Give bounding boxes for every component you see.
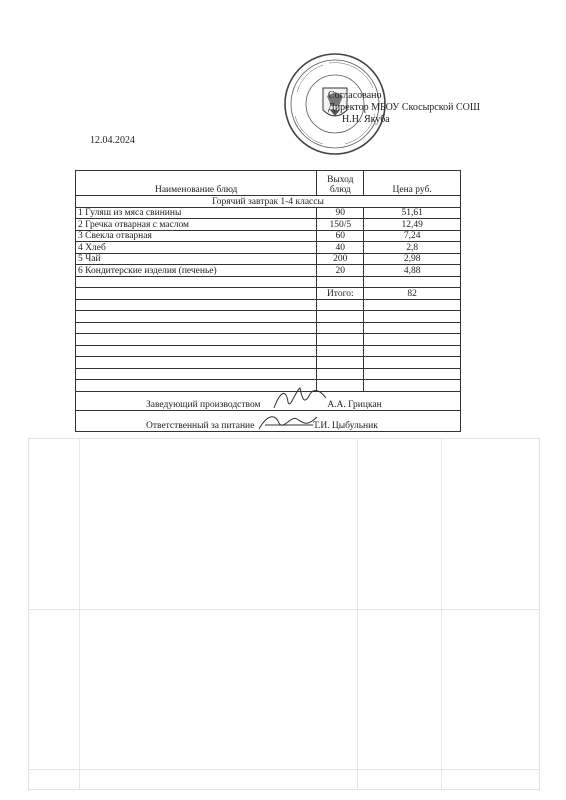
dish-name: 1 Гуляш из мяса свинины (76, 207, 317, 219)
total-row (76, 288, 461, 300)
nutrition-manager-signature (255, 411, 321, 435)
dish-name: 4 Хлеб (76, 242, 317, 254)
dish-name: 3 Свекла отварная (76, 230, 317, 242)
nutrition-manager-label: Ответственный за питание (146, 420, 255, 431)
dish-price: 4,88 (364, 265, 461, 277)
approval-title: Согласовано (328, 90, 382, 101)
total-label: Итого: (317, 288, 364, 300)
dish-yield: 40 (317, 242, 364, 254)
empty-row (76, 345, 461, 357)
dish-yield: 90 (317, 207, 364, 219)
dish-yield: 60 (317, 230, 364, 242)
dish-name: 5 Чай (76, 253, 317, 265)
dish-price: 2,98 (364, 253, 461, 265)
production-manager-signature (270, 384, 330, 414)
dish-yield: 20 (317, 265, 364, 277)
table-row (76, 253, 461, 265)
table-header-row (76, 171, 461, 196)
section-row (76, 196, 461, 208)
table-row (76, 207, 461, 219)
dish-name: 2 Гречка отварная с маслом (76, 219, 317, 231)
empty-row (76, 299, 461, 311)
dish-price: 7,24 (364, 230, 461, 242)
approval-position: Директор МБОУ Скосырской СОШ (328, 102, 480, 113)
empty-row (76, 368, 461, 380)
empty-row (76, 380, 461, 392)
empty-row (76, 311, 461, 323)
empty-row (76, 357, 461, 369)
dish-name: 6 Кондитерские изделия (печенье) (76, 265, 317, 277)
dish-price: 2,8 (364, 242, 461, 254)
production-signature-row (76, 391, 461, 410)
nutrition-manager-name: Т.И. Цыбульник (313, 420, 378, 431)
header-name: Наименование блюд (76, 171, 317, 196)
table-row (76, 242, 461, 254)
dish-price: 51,61 (364, 207, 461, 219)
section-title: Горячий завтрак 1-4 классы (76, 196, 461, 208)
total-value: 82 (364, 288, 461, 300)
empty-row (76, 276, 461, 288)
header-yield: Выход блюд (317, 171, 364, 196)
menu-table (75, 170, 461, 432)
menu-date: 12.04.2024 (90, 135, 135, 146)
table-row (76, 219, 461, 231)
empty-row (76, 322, 461, 334)
dish-price: 12,49 (364, 219, 461, 231)
reverse-side-bleed (28, 438, 540, 790)
production-manager-label: Заведующий производством (146, 399, 261, 410)
header-price: Цена руб. (364, 171, 461, 196)
approval-block (328, 90, 480, 126)
table-row (76, 230, 461, 242)
table-row (76, 265, 461, 277)
approval-signatory: Н.Н. Якуба (342, 114, 390, 125)
dish-yield: 200 (317, 253, 364, 265)
production-manager-name: А.А. Грицкан (327, 399, 382, 410)
dish-yield: 150/5 (317, 219, 364, 231)
empty-row (76, 334, 461, 346)
